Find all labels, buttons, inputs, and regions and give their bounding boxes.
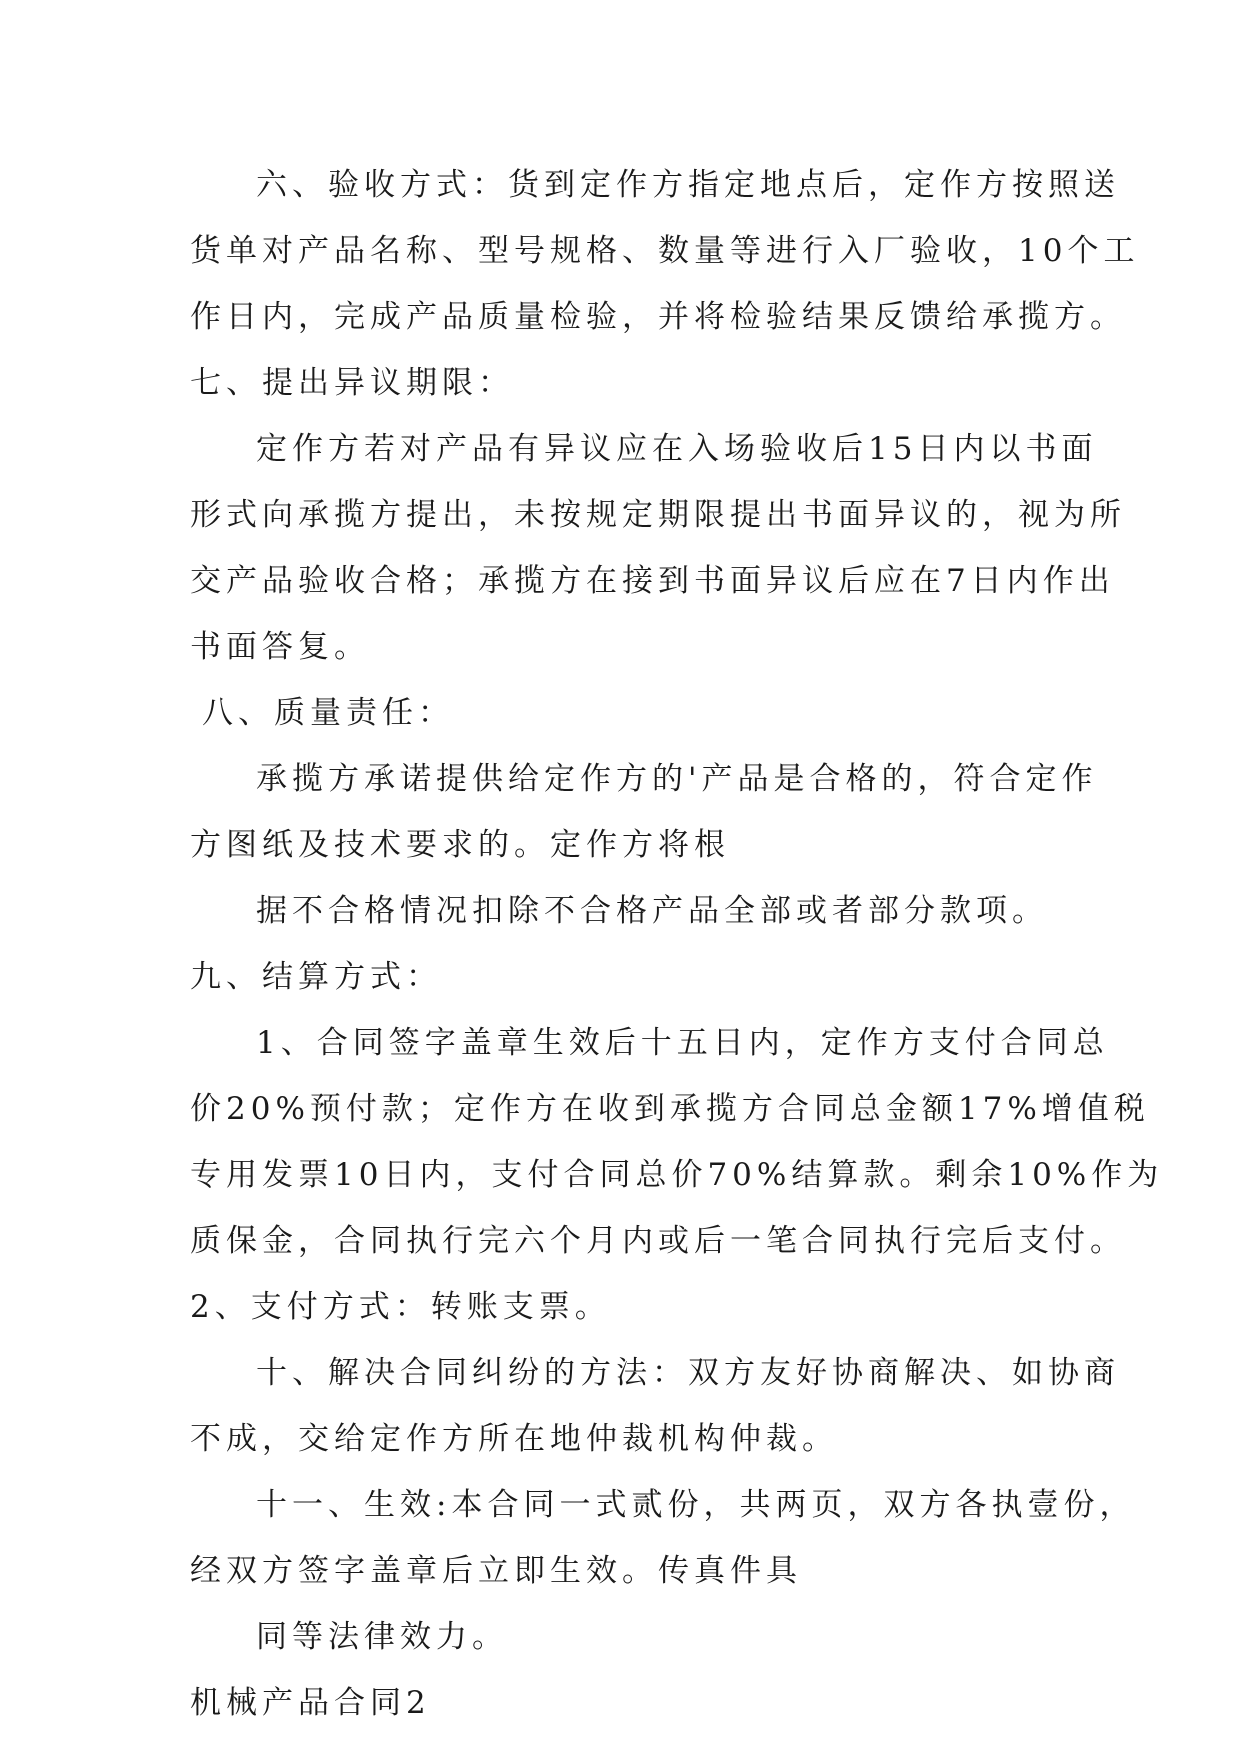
text-line: 十、解决合同纠纷的方法：双方友好协商解决、如协商	[256, 1355, 1120, 1391]
text-line: 1、合同签字盖章生效后十五日内，定作方支付合同总	[256, 1025, 1109, 1061]
text-line: 六、验收方式：货到定作方指定地点后，定作方按照送	[256, 167, 1120, 203]
section-heading: 九、结算方式：	[190, 959, 442, 995]
text-line: 不成，交给定作方所在地仲裁机构仲裁。	[190, 1421, 838, 1457]
text-line: 形式向承揽方提出，未按规定期限提出书面异议的，视为所	[190, 497, 1126, 533]
text-line: 同等法律效力。	[256, 1619, 508, 1655]
text-line: 定作方若对产品有异议应在入场验收后15日内以书面	[256, 431, 1098, 467]
text-line: 十一、生效:本合同一式贰份，共两页，双方各执壹份，	[256, 1487, 1136, 1523]
text-line: 经双方签字盖章后立即生效。传真件具	[190, 1553, 802, 1589]
section-heading: 七、提出异议期限：	[190, 365, 514, 401]
section-heading: 八、质量责任：	[202, 695, 454, 731]
text-line: 书面答复。	[190, 629, 370, 665]
text-line: 作日内，完成产品质量检验，并将检验结果反馈给承揽方。	[190, 299, 1126, 335]
text-line: 方图纸及技术要求的。定作方将根	[190, 827, 730, 863]
text-line: 据不合格情况扣除不合格产品全部或者部分款项。	[256, 893, 1048, 929]
text-line: 2、支付方式：转账支票。	[190, 1289, 611, 1325]
text-line: 交产品验收合格；承揽方在接到书面异议后应在7日内作出	[190, 563, 1115, 599]
text-line: 专用发票10日内，支付合同总价70%结算款。剩余10%作为	[190, 1157, 1164, 1193]
document-title: 机械产品合同2	[190, 1685, 431, 1721]
text-line: 承揽方承诺提供给定作方的'产品是合格的，符合定作	[256, 761, 1098, 797]
text-line: 价20%预付款；定作方在收到承揽方合同总金额17%增值税	[190, 1091, 1150, 1127]
text-line: 货单对产品名称、型号规格、数量等进行入厂验收，10个工	[190, 233, 1140, 269]
text-line: 质保金，合同执行完六个月内或后一笔合同执行完后支付。	[190, 1223, 1126, 1259]
